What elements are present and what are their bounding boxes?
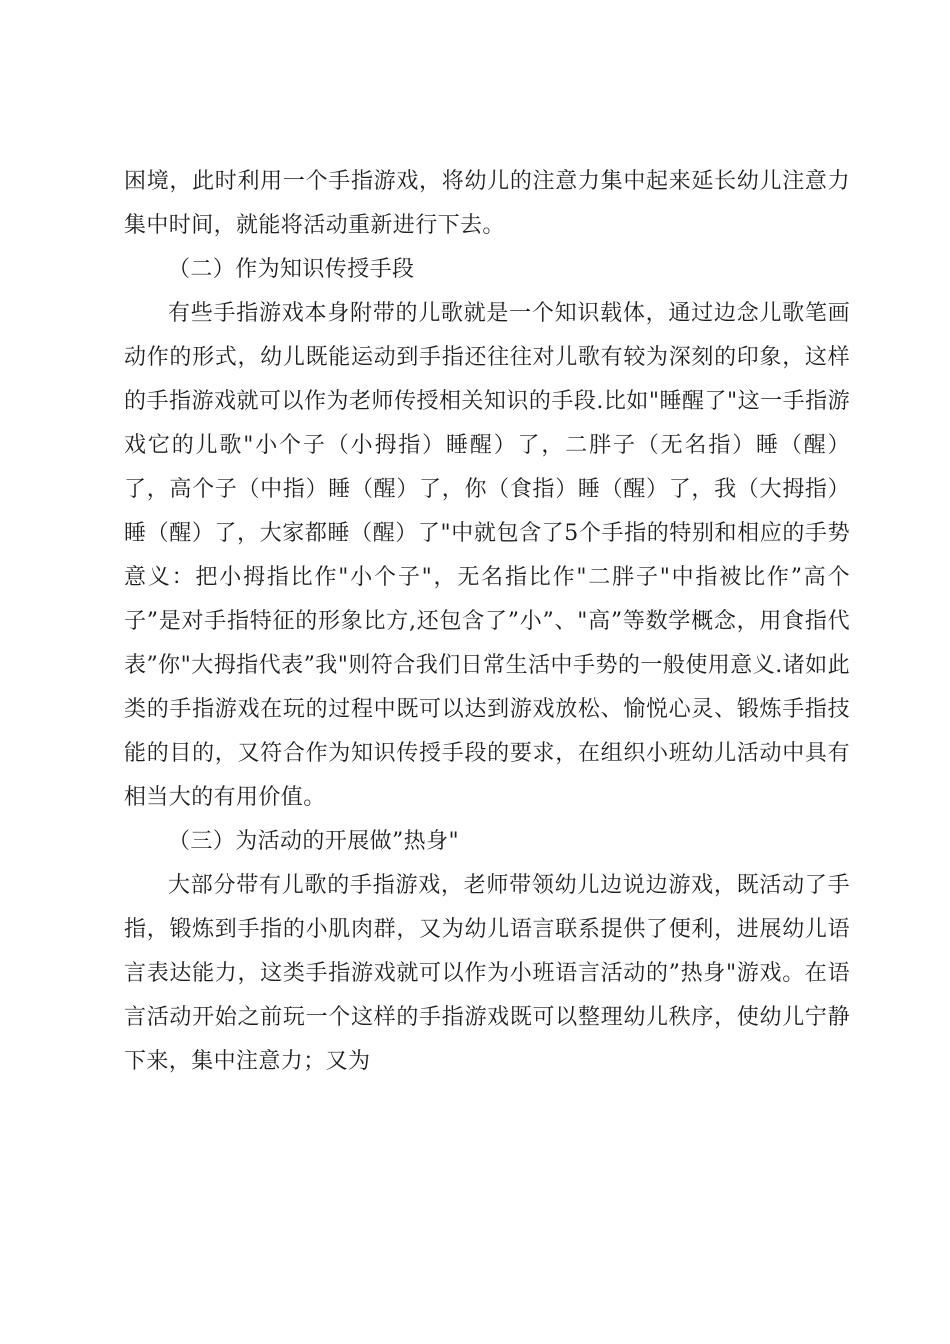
- paragraph-warmup: 大部分带有儿歌的手指游戏，老师带领幼儿边说边游戏，既活动了手指，锻炼到手指的小肌肉群，又为幼儿语言联系提供了便利，进展幼儿语言表达能力，这类手指游戏就可以作为小班语言活动的”热身"游戏。在语言活动开始之前玩一个这样的手指游戏既可以整理幼儿秩序，使幼儿宁静下来，集中注意力；又为: [124, 873, 850, 1074]
- section-heading-3: （三）为活动的开展做”热身": [168, 829, 459, 854]
- section-heading-2: （二）作为知识传授手段: [168, 257, 415, 282]
- paragraph-continuation: 困境，此时利用一个手指游戏，将幼儿的注意力集中起来延长幼儿注意力集中时间，就能将活动重新进行下去。: [124, 169, 850, 238]
- document-body: [124, 160, 850, 1084]
- paragraph-knowledge: 有些手指游戏本身附带的儿歌就是一个知识载体，通过边念儿歌笔画动作的形式，幼儿既能运动到手指还往往对儿歌有较为深刻的印象，这样的手指游戏就可以作为老师传授相关知识的手段.比如"睡醒了"这一手指游戏它的儿歌"小个子（小拇指）睡醒）了，二胖子（无名指）睡（醒）了，高个子（中指）睡（醒）了，你（食指）睡（醒）了，我（大拇指）睡（醒）了，大家都睡（醒）了"中就包含了5个手指的特别和相应的手势意义：把小拇指比作"小个子"，无名指比作"二胖子"中指被比作”高个子”是对手指特征的形象比方,还包含了”小”、"高”等数学概念，用食指代表”你"大拇指代表”我"则符合我们日常生活中手势的一般使用意义.诸如此类的手指游戏在玩的过程中既可以达到游戏放松、愉悦心灵、锻炼手指技能的目的，又符合作为知识传授手段的要求，在组织小班幼儿活动中具有相当大的有用价值。: [124, 301, 850, 810]
